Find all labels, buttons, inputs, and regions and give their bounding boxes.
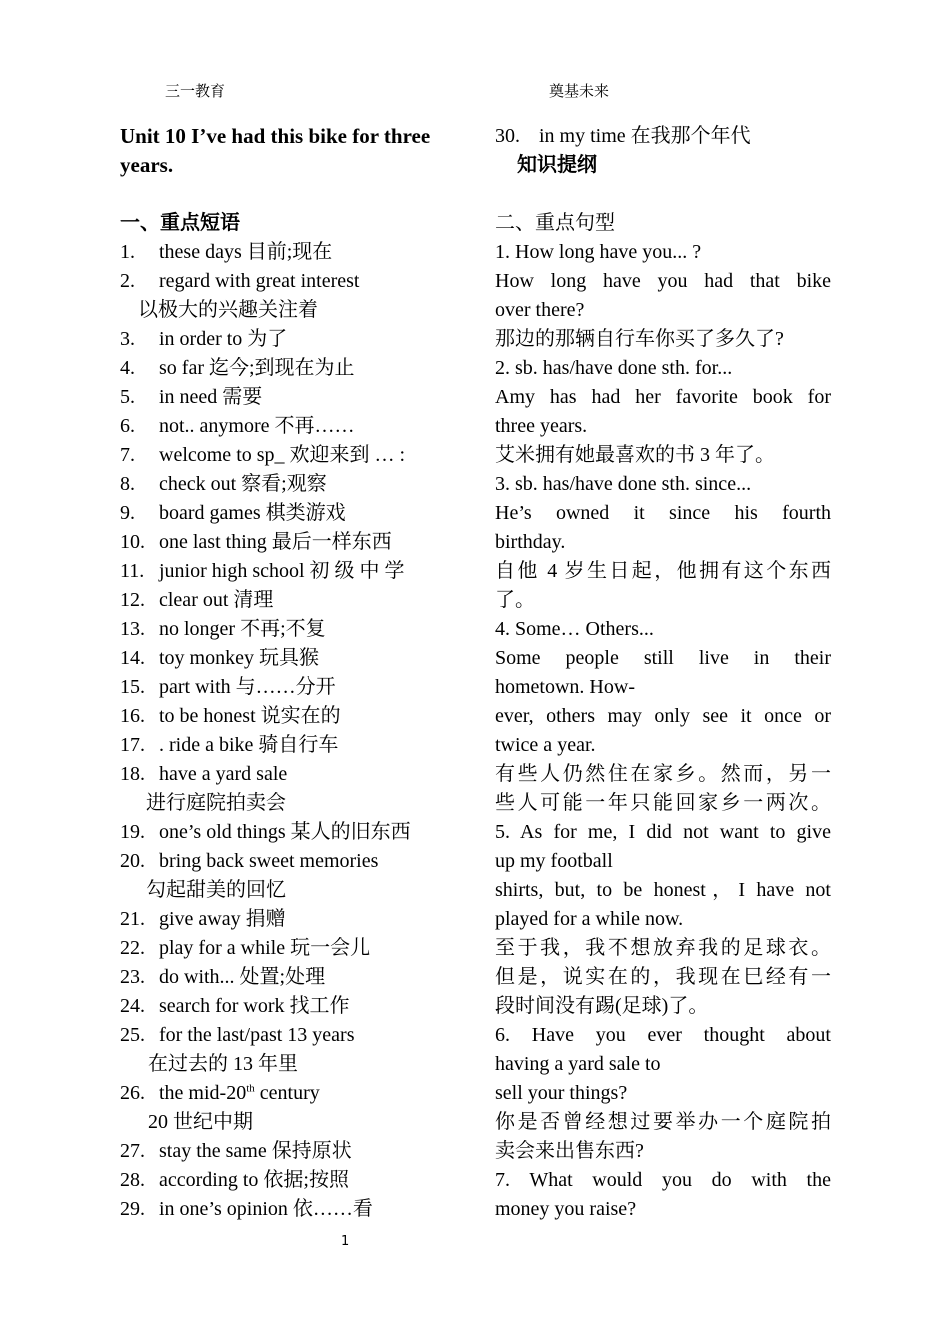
phrase-text-main: board games 棋类游戏 xyxy=(159,502,346,524)
phrase-text-main: do with... 处置;处理 xyxy=(159,966,326,988)
phrase-text-main: bring back sweet memories xyxy=(159,850,379,872)
phrase-number: 21. xyxy=(120,908,145,930)
phrase-text xyxy=(159,731,338,760)
phrase-text xyxy=(159,383,262,412)
phrase-text-main: junior high school 初 级 中 学 xyxy=(159,560,405,582)
sentence-3-head: 3. sb. has/have done sth. since... xyxy=(495,473,752,495)
sentence-4-cn: 些人可能一年只能回家乡一两次。 xyxy=(495,792,831,814)
phrase-item xyxy=(120,528,460,557)
sentence-4-en: ever, others may only see it once or xyxy=(495,705,831,727)
phrase-number: 22. xyxy=(120,937,145,959)
phrase-item xyxy=(120,1079,460,1108)
phrase-number: 18. xyxy=(120,763,145,785)
phrase-text-main: give away 捐赠 xyxy=(159,908,286,930)
phrase-item xyxy=(120,238,460,267)
phrase-number: 24. xyxy=(120,995,145,1017)
phrase-number: 15. xyxy=(120,676,145,698)
phrase-text-main: play for a while 玩一会儿 xyxy=(159,937,371,959)
phrase-item xyxy=(120,934,460,963)
phrase-text-main: no longer 不再;不复 xyxy=(159,618,326,640)
sentence-5-cn: 但是，说实在的，我现在巳经有一 xyxy=(495,966,831,988)
phrase-item xyxy=(120,1195,460,1224)
phrase-text xyxy=(159,992,350,1021)
phrase-text-main: have a yard sale xyxy=(159,763,288,785)
phrase-text-main: in need 需要 xyxy=(159,386,263,408)
phrase-number: 5. xyxy=(120,386,135,408)
sentence-5-head: 5. As for me, I did not want to give xyxy=(495,821,831,843)
sentence-2-cn: 艾米拥有她最喜欢的书 3 年了。 xyxy=(495,444,775,466)
phrase-text xyxy=(159,905,286,934)
phrase-text-main: the mid-20 xyxy=(159,1082,247,1104)
phrase-text: in my time 在我那个年代 xyxy=(539,125,751,147)
sentence-6-en: sell your things? xyxy=(495,1082,628,1104)
phrase-text xyxy=(159,586,273,615)
phrase-number: 13. xyxy=(120,618,145,640)
phrase-text xyxy=(159,354,355,383)
phrase-number: 10. xyxy=(120,531,145,553)
phrase-text xyxy=(159,238,332,267)
phrase-text xyxy=(159,1079,320,1108)
section-key-sentences: 二、重点句型 xyxy=(495,212,615,234)
phrase-text xyxy=(159,470,327,499)
sentence-5-cn: 至于我，我不想放弃我的足球衣。 xyxy=(495,937,831,959)
phrase-item xyxy=(120,702,460,731)
phrase-translation: 20 世纪中期 xyxy=(148,1111,253,1133)
phrase-text-main: one last thing 最后一样东西 xyxy=(159,531,392,553)
sentence-6-cn: 卖会来出售东西? xyxy=(495,1140,644,1162)
unit-title-line2: years. xyxy=(120,153,174,177)
sentence-7-head: 7. What would you do with the xyxy=(495,1169,831,1191)
phrase-text-main: in one’s opinion 依……看 xyxy=(159,1198,373,1220)
sentence-5-cn: 段时间没有踢(足球)了。 xyxy=(495,995,709,1017)
phrase-number: 7. xyxy=(120,444,135,466)
phrase-item xyxy=(120,963,460,992)
phrase-text-main: not.. anymore 不再…… xyxy=(159,415,355,437)
phrase-item xyxy=(120,557,460,586)
unit-title-line1: Unit 10 I’ve had this bike for three xyxy=(120,124,431,148)
phrase-number: 25. xyxy=(120,1024,145,1046)
phrase-translation: 勾起甜美的回忆 xyxy=(146,879,286,901)
phrase-text-after: century xyxy=(254,1082,320,1104)
phrase-list xyxy=(120,238,460,1224)
phrase-text-main: stay the same 保持原状 xyxy=(159,1140,352,1162)
phrase-item xyxy=(120,673,460,702)
phrase-item xyxy=(120,441,460,470)
phrase-text xyxy=(159,847,378,876)
sentence-1-cn: 那边的那辆自行车你买了多久了? xyxy=(495,328,784,350)
phrase-text-main: according to 依据;按照 xyxy=(159,1169,349,1191)
phrase-text xyxy=(159,412,355,441)
phrase-translation: 在过去的 13 年里 xyxy=(148,1053,298,1075)
sentence-2-en: three years. xyxy=(495,415,588,437)
phrase-item xyxy=(120,325,460,354)
sentence-4-en: hometown. How- xyxy=(495,676,635,698)
phrase-number: 17. xyxy=(120,734,145,756)
sentence-4-en: twice a year. xyxy=(495,734,596,756)
sentence-6-head: having a yard sale to xyxy=(495,1053,661,1075)
phrase-item xyxy=(120,847,460,876)
phrase-text xyxy=(159,644,319,673)
phrase-text-main: search for work 找工作 xyxy=(159,995,350,1017)
phrase-text-main: check out 察看;观察 xyxy=(159,473,327,495)
sentence-1-en: over there? xyxy=(495,299,585,321)
phrase-item xyxy=(120,470,460,499)
phrase-number: 29. xyxy=(120,1198,145,1220)
phrase-number: 20. xyxy=(120,850,145,872)
phrase-item xyxy=(120,818,460,847)
phrase-item xyxy=(120,354,460,383)
phrase-item xyxy=(120,731,460,760)
phrase-item xyxy=(120,499,460,528)
phrase-number: 30. xyxy=(495,125,520,147)
phrase-item xyxy=(120,644,460,673)
phrase-number: 19. xyxy=(120,821,145,843)
sentence-6-cn: 你是否曾经想过要举办一个庭院拍 xyxy=(495,1111,831,1133)
phrase-text xyxy=(159,557,405,586)
header-right: 奠基未来 xyxy=(549,82,610,100)
sentence-5-head: up my football xyxy=(495,850,613,872)
phrase-number: 28. xyxy=(120,1169,145,1191)
phrase-text-main: these days 目前;现在 xyxy=(159,241,333,263)
page-number: 1 xyxy=(341,1234,350,1249)
phrase-text xyxy=(159,267,359,296)
sentence-1-en: How long have you had that bike xyxy=(495,270,831,292)
phrase-text-main: so far 迄今;到现在为止 xyxy=(159,357,355,379)
sentence-5-en: played for a while now. xyxy=(495,908,684,930)
sentence-2-head: 2. sb. has/have done sth. for... xyxy=(495,357,733,379)
phrase-text xyxy=(159,1137,352,1166)
sentence-5-en: shirts, but, to be honest，I have not xyxy=(495,879,831,901)
phrase-text xyxy=(159,934,370,963)
sentence-4-en: Some people still live in their xyxy=(495,647,831,669)
phrase-text-main: clear out 清理 xyxy=(159,589,274,611)
phrase-text-main: in order to 为了 xyxy=(159,328,288,350)
outline-label: 知识提纲 xyxy=(517,154,597,176)
phrase-text-main: for the last/past 13 years xyxy=(159,1024,355,1046)
phrase-text xyxy=(159,818,411,847)
phrase-item xyxy=(120,760,460,789)
phrase-text xyxy=(159,499,346,528)
right-column xyxy=(495,122,831,1224)
phrase-text xyxy=(159,615,326,644)
phrase-translation: 进行庭院拍卖会 xyxy=(146,792,286,814)
phrase-item xyxy=(120,586,460,615)
phrase-item xyxy=(120,383,460,412)
phrase-item-30 xyxy=(495,122,831,151)
phrase-text xyxy=(159,1021,355,1050)
phrase-text xyxy=(159,528,392,557)
phrase-number: 23. xyxy=(120,966,145,988)
phrase-text xyxy=(159,760,287,789)
phrase-item xyxy=(120,1137,460,1166)
phrase-number: 26. xyxy=(120,1082,145,1104)
phrase-text xyxy=(159,1195,373,1224)
sentence-4-head: 4. Some… Others... xyxy=(495,618,654,640)
phrase-text-main: regard with great interest xyxy=(159,270,360,292)
phrase-text-main: one’s old things 某人的旧东西 xyxy=(159,821,411,843)
phrase-number: 27. xyxy=(120,1140,145,1162)
phrase-item xyxy=(120,615,460,644)
header-left: 三一教育 xyxy=(165,82,226,100)
sentence-4-cn: 有些人仍然住在家乡。然而，另一 xyxy=(495,763,831,785)
phrase-text-main: to be honest 说实在的 xyxy=(159,705,341,727)
sentence-3-en: birthday. xyxy=(495,531,566,553)
phrase-number: 6. xyxy=(120,415,135,437)
phrase-text xyxy=(159,673,336,702)
phrase-number: 11. xyxy=(120,560,145,582)
phrase-item xyxy=(120,992,460,1021)
phrase-number: 14. xyxy=(120,647,145,669)
sentence-6-head: 6. Have you ever thought about xyxy=(495,1024,831,1046)
phrase-text-main: part with 与……分开 xyxy=(159,676,336,698)
phrase-text xyxy=(159,1166,349,1195)
sentence-1-head: 1. How long have you... ? xyxy=(495,241,702,263)
phrase-text-main: welcome to sp_ 欢迎来到 … : xyxy=(159,444,406,466)
phrase-item xyxy=(120,1166,460,1195)
phrase-item xyxy=(120,905,460,934)
phrase-number: 1. xyxy=(120,241,135,263)
sentence-3-en: He’s owned it since his fourth xyxy=(495,502,831,524)
sentence-7-head: money you raise? xyxy=(495,1198,637,1220)
phrase-number: 2. xyxy=(120,270,135,292)
phrase-superscript: th xyxy=(246,1082,255,1095)
left-column xyxy=(120,122,460,1224)
phrase-translation: 以极大的兴趣关注着 xyxy=(138,299,318,321)
section-key-phrases: 一、重点短语 xyxy=(120,212,240,234)
sentence-2-en: Amy has had her favorite book for xyxy=(495,386,831,408)
phrase-item xyxy=(120,1021,460,1050)
sentence-3-cn: 了。 xyxy=(495,589,535,611)
sentence-3-cn: 自他 4 岁生日起，他拥有这个东西 xyxy=(495,560,831,582)
phrase-number: 3. xyxy=(120,328,135,350)
phrase-text-main: . ride a bike 骑自行车 xyxy=(159,734,339,756)
phrase-number: 9. xyxy=(120,502,135,524)
phrase-item xyxy=(120,267,460,296)
phrase-number: 4. xyxy=(120,357,135,379)
phrase-item xyxy=(120,412,460,441)
phrase-text-main: toy monkey 玩具猴 xyxy=(159,647,319,669)
phrase-text xyxy=(159,963,325,992)
phrase-text xyxy=(159,702,341,731)
phrase-text xyxy=(159,325,287,354)
phrase-number: 8. xyxy=(120,473,135,495)
phrase-text xyxy=(159,441,405,470)
phrase-number: 12. xyxy=(120,589,145,611)
phrase-number: 16. xyxy=(120,705,145,727)
